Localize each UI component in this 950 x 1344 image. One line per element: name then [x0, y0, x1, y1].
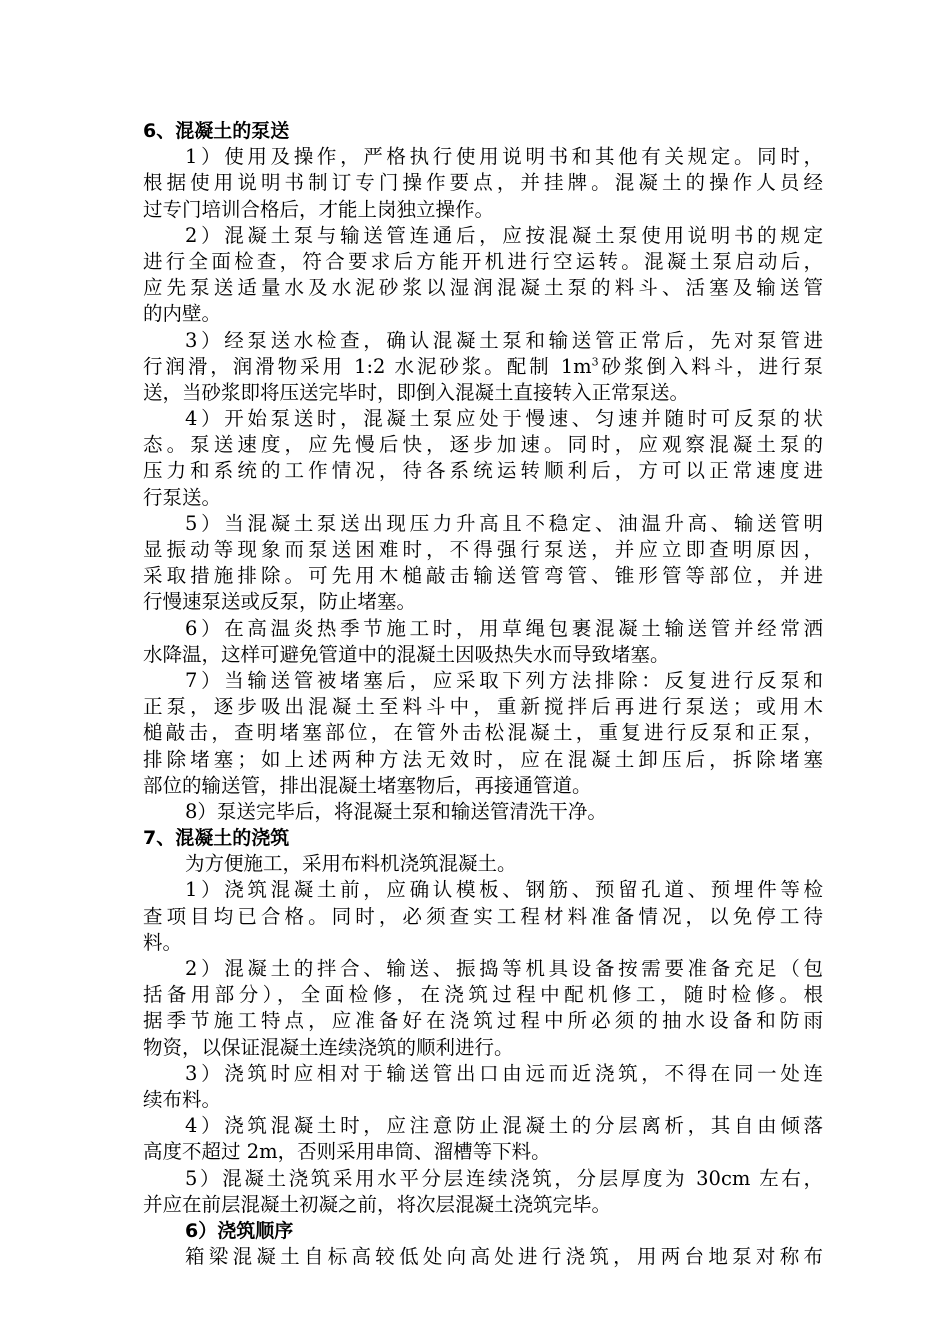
paragraph-line: 料。	[143, 930, 183, 954]
paragraph-line: 排除堵塞；如上述两种方法无效时，应在混凝土卸压后，拆除堵塞	[143, 747, 823, 771]
superscript: 3	[591, 355, 599, 369]
paragraph-line: 1）浇筑混凝土前，应确认模板、钢筋、预留孔道、预埋件等检	[185, 878, 823, 902]
subheading-pouring-sequence: 6）浇筑顺序	[185, 1219, 294, 1242]
paragraph-line: 7）当输送管被堵塞后，应采取下列方法排除：反复进行反泵和	[185, 668, 823, 692]
text-run: 行润滑，润滑物采用 1:2 水泥砂浆。配制 1m	[143, 354, 592, 378]
text-run: 砂浆倒入料斗，进行泵	[598, 354, 823, 378]
paragraph-line: 过专门培训合格后，才能上岗独立操作。	[143, 197, 495, 221]
paragraph-line: 6）在高温炎热季节施工时，用草绳包裹混凝土输送管并经常洒	[185, 616, 823, 640]
paragraph-line: 的内壁。	[143, 302, 222, 326]
paragraph-line: 为方便施工，采用布料机浇筑混凝土。	[185, 852, 517, 876]
paragraph-line: 箱梁混凝土自标高较低处向高处进行浇筑，用两台地泵对称布	[185, 1245, 823, 1269]
paragraph-line: 并应在前层混凝土初凝之前，将次层混凝土浇筑完毕。	[143, 1192, 612, 1216]
paragraph-line: 应先泵送适量水及水泥砂浆以湿润混凝土泵的料斗、活塞及输送管	[143, 276, 823, 300]
paragraph-line: 续布料。	[143, 1087, 222, 1111]
paragraph-line: 送，当砂浆即将压送完毕时，即倒入混凝土直接转入正常泵送。	[143, 380, 690, 404]
paragraph-line: 部位的输送管，排出混凝土堵塞物后，再接通管道。	[143, 773, 592, 797]
paragraph-line: 高度不超过 2m，否则采用串筒、溜槽等下料。	[143, 1140, 551, 1164]
paragraph-line: 据季节施工特点，应准备好在浇筑过程中所必须的抽水设备和防雨	[143, 1009, 823, 1033]
document-page	[143, 118, 823, 1270]
paragraph-line: 3）经泵送水检查，确认混凝土泵和输送管正常后，先对泵管进	[185, 328, 823, 352]
paragraph-line: 进行全面检查，符合要求后方能开机进行空运转。混凝土泵启动后，	[143, 249, 823, 273]
paragraph-line: 括备用部分），全面检修，在浇筑过程中配机修工，随时检修。根	[143, 983, 823, 1007]
paragraph-line	[143, 354, 823, 380]
paragraph-line: 8）泵送完毕后，将混凝土泵和输送管清洗干净。	[185, 799, 607, 823]
paragraph-line: 行慢速泵送或反泵，防止堵塞。	[143, 590, 417, 614]
paragraph-line: 态。泵送速度，应先慢后快，逐步加速。同时，应观察混凝土泵的	[143, 433, 823, 457]
paragraph-line: 查项目均已合格。同时，必须查实工程材料准备情况，以免停工待	[143, 904, 823, 928]
paragraph-line: 物资，以保证混凝土连续浇筑的顺利进行。	[143, 1035, 514, 1059]
paragraph-line: 采取措施排除。可先用木槌敲击输送管弯管、锥形管等部位，并进	[143, 564, 823, 588]
paragraph-line: 显振动等现象而泵送困难时，不得强行泵送，并应立即查明原因，	[143, 538, 823, 561]
paragraph-line: 1）使用及操作，严格执行使用说明书和其他有关规定。同时，	[185, 145, 823, 169]
paragraph-line: 3）浇筑时应相对于输送管出口由远而近浇筑，不得在同一处连	[185, 1061, 823, 1085]
paragraph-line: 压力和系统的工作情况，待各系统运转顺利后，方可以正常速度进	[143, 459, 823, 483]
paragraph-line: 2）混凝土泵与输送管连通后，应按混凝土泵使用说明书的规定	[185, 223, 823, 247]
paragraph-line: 行泵送。	[143, 485, 222, 509]
paragraph-line: 4）开始泵送时，混凝土泵应处于慢速、匀速并随时可反泵的状	[185, 407, 823, 431]
paragraph-line: 槌敲击，查明堵塞部位，在管外击松混凝土，重复进行反泵和正泵，	[143, 721, 823, 745]
paragraph-line: 5）混凝土浇筑采用水平分层连续浇筑，分层厚度为 30cm 左右，	[185, 1166, 823, 1190]
paragraph-line: 水降温，这样可避免管道中的混凝土因吸热失水而导致堵塞。	[143, 642, 670, 666]
paragraph-line: 4）浇筑混凝土时，应注意防止混凝土的分层离析，其自由倾落	[185, 1114, 823, 1138]
section-6-title: 6、混凝土的泵送	[143, 120, 290, 142]
paragraph-line: 根据使用说明书制订专门操作要点，并挂牌。混凝土的操作人员经	[143, 171, 823, 195]
paragraph-line: 2）混凝土的拌合、输送、振捣等机具设备按需要准备充足（包	[185, 957, 823, 980]
paragraph-line: 5）当混凝土泵送出现压力升高且不稳定、油温升高、输送管明	[185, 511, 823, 535]
paragraph-line: 正泵，逐步吸出混凝土至料斗中，重新搅拌后再进行泵送；或用木	[143, 695, 823, 719]
section-7-title: 7、混凝土的浇筑	[143, 827, 290, 850]
